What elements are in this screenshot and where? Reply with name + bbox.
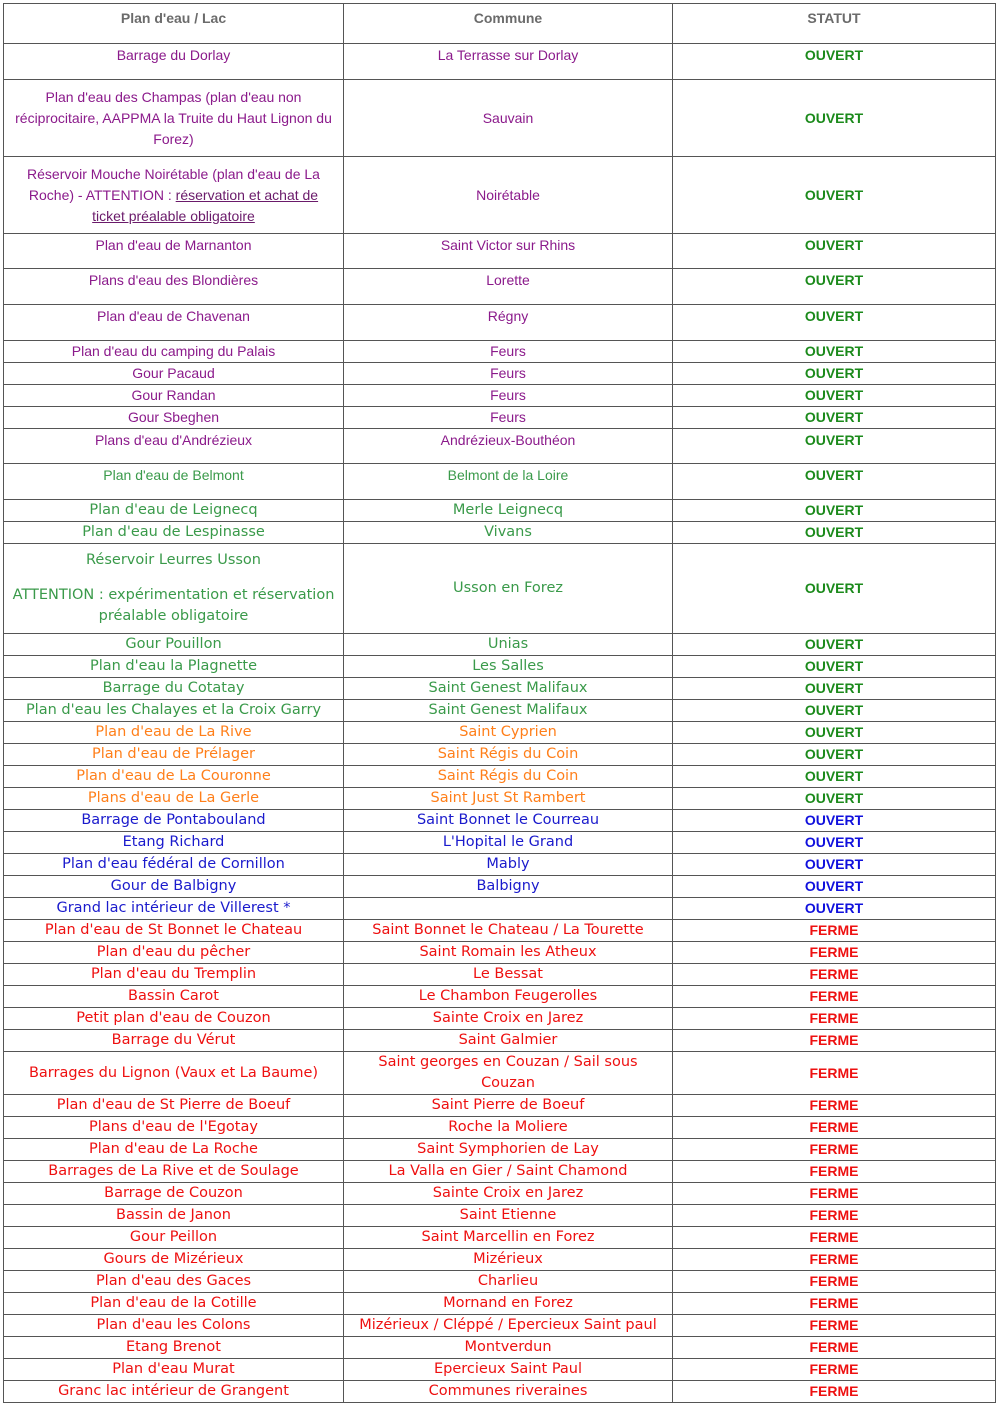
table-row (4, 678, 996, 700)
lake-name: Plans d'eau des Blondières (4, 269, 344, 305)
status-badge: OUVERT (673, 341, 996, 363)
lake-name: Bassin de Janon (4, 1205, 344, 1227)
lake-name: Etang Richard (4, 832, 344, 854)
table-row (4, 305, 996, 341)
status-badge: OUVERT (673, 305, 996, 341)
table-row (4, 722, 996, 744)
lake-name: Plan d'eau fédéral de Cornillon (4, 854, 344, 876)
commune-name: Saint Bonnet le Chateau / La Tourette (344, 920, 673, 942)
commune-name: Saint Cyprien (344, 722, 673, 744)
lake-name: Plans d'eau de l'Egotay (4, 1117, 344, 1139)
table-row (4, 522, 996, 544)
lake-name: Petit plan d'eau de Couzon (4, 1008, 344, 1030)
status-badge: OUVERT (673, 744, 996, 766)
commune-name: Sauvain (344, 80, 673, 157)
lake-name: Plan d'eau de Belmont (4, 464, 344, 500)
lake-name: Plan d'eau de La Rive (4, 722, 344, 744)
table-row (4, 788, 996, 810)
lake-name: Plan d'eau de Lespinasse (4, 522, 344, 544)
lake-name: Plan d'eau des Gaces (4, 1271, 344, 1293)
commune-name: Saint Galmier (344, 1030, 673, 1052)
commune-name: Saint Pierre de Boeuf (344, 1095, 673, 1117)
table-row (4, 634, 996, 656)
commune-name: Roche la Moliere (344, 1117, 673, 1139)
lake-name: Barrage du Vérut (4, 1030, 344, 1052)
table-row (4, 656, 996, 678)
commune-name: Merle Leignecq (344, 500, 673, 522)
table-row (4, 1117, 996, 1139)
status-badge: FERME (673, 1095, 996, 1117)
commune-name: Le Chambon Feugerolles (344, 986, 673, 1008)
status-badge: FERME (673, 1030, 996, 1052)
table-row (4, 1249, 996, 1271)
lake-name: Plan d'eau Murat (4, 1359, 344, 1381)
status-badge: OUVERT (673, 898, 996, 920)
lake-name: Plan d'eau de St Pierre de Boeuf (4, 1095, 344, 1117)
status-badge: OUVERT (673, 269, 996, 305)
lake-name: Plan d'eau de Leignecq (4, 500, 344, 522)
commune-name: Saint Genest Malifaux (344, 700, 673, 722)
table-row (4, 876, 996, 898)
table-row (4, 1183, 996, 1205)
commune-name: La Valla en Gier / Saint Chamond (344, 1161, 673, 1183)
table-row (4, 920, 996, 942)
status-badge: FERME (673, 1315, 996, 1337)
lake-name (4, 157, 344, 234)
table-row (4, 986, 996, 1008)
status-badge: OUVERT (673, 363, 996, 385)
commune-name: Usson en Forez (344, 544, 673, 634)
commune-name: Mizérieux / Cléppé / Epercieux Saint paul (344, 1315, 673, 1337)
lake-name: Gour Peillon (4, 1227, 344, 1249)
commune-name: Saint Just St Rambert (344, 788, 673, 810)
status-badge: FERME (673, 1249, 996, 1271)
commune-name: Mizérieux (344, 1249, 673, 1271)
lake-name: Barrage du Dorlay (4, 44, 344, 80)
table-row (4, 1381, 996, 1403)
commune-name: Charlieu (344, 1271, 673, 1293)
table-row (4, 80, 996, 157)
status-badge: OUVERT (673, 766, 996, 788)
commune-name: Saint Bonnet le Courreau (344, 810, 673, 832)
table-row (4, 464, 996, 500)
commune-name: Saint Romain les Atheux (344, 942, 673, 964)
status-badge: OUVERT (673, 700, 996, 722)
status-badge: OUVERT (673, 464, 996, 500)
lake-name: Barrages du Lignon (Vaux et La Baume) (4, 1052, 344, 1095)
lake-name: Plan d'eau de La Couronne (4, 766, 344, 788)
lake-name: Barrages de La Rive et de Soulage (4, 1161, 344, 1183)
table-row (4, 1293, 996, 1315)
commune-name: Saint Etienne (344, 1205, 673, 1227)
status-badge: OUVERT (673, 429, 996, 464)
table-row (4, 500, 996, 522)
status-badge: FERME (673, 1337, 996, 1359)
lake-name: Plans d'eau de La Gerle (4, 788, 344, 810)
lake-name: Plan d'eau de la Cotille (4, 1293, 344, 1315)
table-row (4, 1359, 996, 1381)
commune-name: Saint Marcellin en Forez (344, 1227, 673, 1249)
table-row (4, 1315, 996, 1337)
status-badge: FERME (673, 1161, 996, 1183)
commune-name: Feurs (344, 385, 673, 407)
commune-name: Vivans (344, 522, 673, 544)
commune-name: Saint georges en Couzan / Sail sous Couzan (344, 1052, 673, 1095)
commune-name: Belmont de la Loire (344, 464, 673, 500)
lake-name: Plan d'eau de St Bonnet le Chateau (4, 920, 344, 942)
status-badge: OUVERT (673, 722, 996, 744)
table-row (4, 429, 996, 464)
lake-name: Plan d'eau de Marnanton (4, 234, 344, 269)
commune-name: Montverdun (344, 1337, 673, 1359)
table-row (4, 407, 996, 429)
lake-name: Gour de Balbigny (4, 876, 344, 898)
header-commune: Commune (344, 4, 673, 44)
header-row (4, 4, 996, 44)
lake-name: Plan d'eau de Prélager (4, 744, 344, 766)
status-badge: OUVERT (673, 634, 996, 656)
commune-name: Saint Symphorien de Lay (344, 1139, 673, 1161)
lake-name: Granc lac intérieur de Grangent (4, 1381, 344, 1403)
status-badge: FERME (673, 1293, 996, 1315)
table-row (4, 544, 996, 634)
status-badge: OUVERT (673, 832, 996, 854)
commune-name: Unias (344, 634, 673, 656)
status-badge: OUVERT (673, 678, 996, 700)
table-row (4, 269, 996, 305)
lake-name-text: Réservoir Leurres Usson (86, 552, 261, 568)
commune-name: Communes riveraines (344, 1381, 673, 1403)
table-row (4, 1161, 996, 1183)
lake-name: Bassin Carot (4, 986, 344, 1008)
lake-name: Grand lac intérieur de Villerest * (4, 898, 344, 920)
table-row (4, 385, 996, 407)
lake-name: Barrage du Cotatay (4, 678, 344, 700)
lakes-status-table (3, 3, 996, 1403)
table-row (4, 832, 996, 854)
table-row (4, 700, 996, 722)
lake-name: Plan d'eau des Champas (plan d'eau non réciprocitaire, AAPPMA la Truite du Haut Lignon du Forez) (4, 80, 344, 157)
status-badge: FERME (673, 1227, 996, 1249)
table-row (4, 766, 996, 788)
header-lake: Plan d'eau / Lac (4, 4, 344, 44)
lake-name: Plan d'eau les Chalayes et la Croix Garry (4, 700, 344, 722)
status-badge: OUVERT (673, 234, 996, 269)
status-badge: OUVERT (673, 854, 996, 876)
commune-name: L'Hopital le Grand (344, 832, 673, 854)
commune-name: Epercieux Saint Paul (344, 1359, 673, 1381)
table-row (4, 363, 996, 385)
commune-name: Feurs (344, 341, 673, 363)
status-badge: FERME (673, 1271, 996, 1293)
lake-name: Plan d'eau les Colons (4, 1315, 344, 1337)
lake-name: Plan d'eau de La Roche (4, 1139, 344, 1161)
status-badge: FERME (673, 1139, 996, 1161)
status-badge: FERME (673, 964, 996, 986)
status-badge: FERME (673, 1052, 996, 1095)
status-badge: OUVERT (673, 385, 996, 407)
status-badge: OUVERT (673, 656, 996, 678)
commune-name: La Terrasse sur Dorlay (344, 44, 673, 80)
lake-name: Gour Pouillon (4, 634, 344, 656)
commune-name: Sainte Croix en Jarez (344, 1183, 673, 1205)
status-badge: OUVERT (673, 80, 996, 157)
commune-name: Saint Régis du Coin (344, 766, 673, 788)
lake-name: Plan d'eau du Tremplin (4, 964, 344, 986)
status-badge: FERME (673, 942, 996, 964)
table-row (4, 157, 996, 234)
reservation-link[interactable]: réservation et achat de ticket préalable obligatoire (92, 186, 319, 224)
lake-name-text: Réservoir Mouche Noirétable (plan d'eau de La Roche) - ATTENTION : (27, 165, 320, 203)
commune-name: Sainte Croix en Jarez (344, 1008, 673, 1030)
table-row (4, 44, 996, 80)
lake-name: Plans d'eau d'Andrézieux (4, 429, 344, 464)
status-badge: FERME (673, 1205, 996, 1227)
commune-name: Lorette (344, 269, 673, 305)
status-badge: OUVERT (673, 522, 996, 544)
commune-name: Noirétable (344, 157, 673, 234)
lake-name: Plan d'eau du pêcher (4, 942, 344, 964)
table-row (4, 942, 996, 964)
table-row (4, 898, 996, 920)
status-badge: FERME (673, 1381, 996, 1403)
table-row (4, 341, 996, 363)
table-row (4, 1337, 996, 1359)
lake-name: Plan d'eau du camping du Palais (4, 341, 344, 363)
commune-name: Feurs (344, 407, 673, 429)
lake-name (4, 544, 344, 634)
lake-name: Barrage de Couzon (4, 1183, 344, 1205)
table-row (4, 234, 996, 269)
lake-name: Gour Randan (4, 385, 344, 407)
status-badge: FERME (673, 1359, 996, 1381)
commune-name: Saint Victor sur Rhins (344, 234, 673, 269)
status-badge: OUVERT (673, 544, 996, 634)
commune-name: Mornand en Forez (344, 1293, 673, 1315)
commune-name (344, 898, 673, 920)
commune-name: Feurs (344, 363, 673, 385)
status-badge: FERME (673, 1008, 996, 1030)
table-row (4, 1271, 996, 1293)
table-row (4, 1227, 996, 1249)
commune-name: Balbigny (344, 876, 673, 898)
commune-name: Mably (344, 854, 673, 876)
lake-note: ATTENTION : expérimentation et réservation préalable obligatoire (12, 587, 335, 624)
table-row (4, 1205, 996, 1227)
commune-name: Andrézieux-Bouthéon (344, 429, 673, 464)
commune-name: Saint Régis du Coin (344, 744, 673, 766)
status-badge: FERME (673, 920, 996, 942)
commune-name: Les Salles (344, 656, 673, 678)
status-badge: OUVERT (673, 810, 996, 832)
table-row (4, 1008, 996, 1030)
table-row (4, 1052, 996, 1095)
table-row (4, 810, 996, 832)
commune-name: Le Bessat (344, 964, 673, 986)
table-row (4, 1030, 996, 1052)
table-row (4, 964, 996, 986)
lake-name: Gour Sbeghen (4, 407, 344, 429)
status-badge: OUVERT (673, 44, 996, 80)
table-row (4, 744, 996, 766)
commune-name: Saint Genest Malifaux (344, 678, 673, 700)
status-badge: OUVERT (673, 876, 996, 898)
commune-name: Régny (344, 305, 673, 341)
status-badge: OUVERT (673, 500, 996, 522)
lake-name: Plan d'eau de Chavenan (4, 305, 344, 341)
lake-name: Plan d'eau la Plagnette (4, 656, 344, 678)
lake-name: Gours de Mizérieux (4, 1249, 344, 1271)
status-badge: FERME (673, 1117, 996, 1139)
status-badge: OUVERT (673, 407, 996, 429)
table-row (4, 1095, 996, 1117)
table-row (4, 854, 996, 876)
lake-name: Etang Brenot (4, 1337, 344, 1359)
status-badge: FERME (673, 986, 996, 1008)
table-row (4, 1139, 996, 1161)
header-statut: STATUT (673, 4, 996, 44)
lake-name: Gour Pacaud (4, 363, 344, 385)
status-badge: OUVERT (673, 788, 996, 810)
status-badge: OUVERT (673, 157, 996, 234)
lake-name: Barrage de Pontabouland (4, 810, 344, 832)
status-badge: FERME (673, 1183, 996, 1205)
